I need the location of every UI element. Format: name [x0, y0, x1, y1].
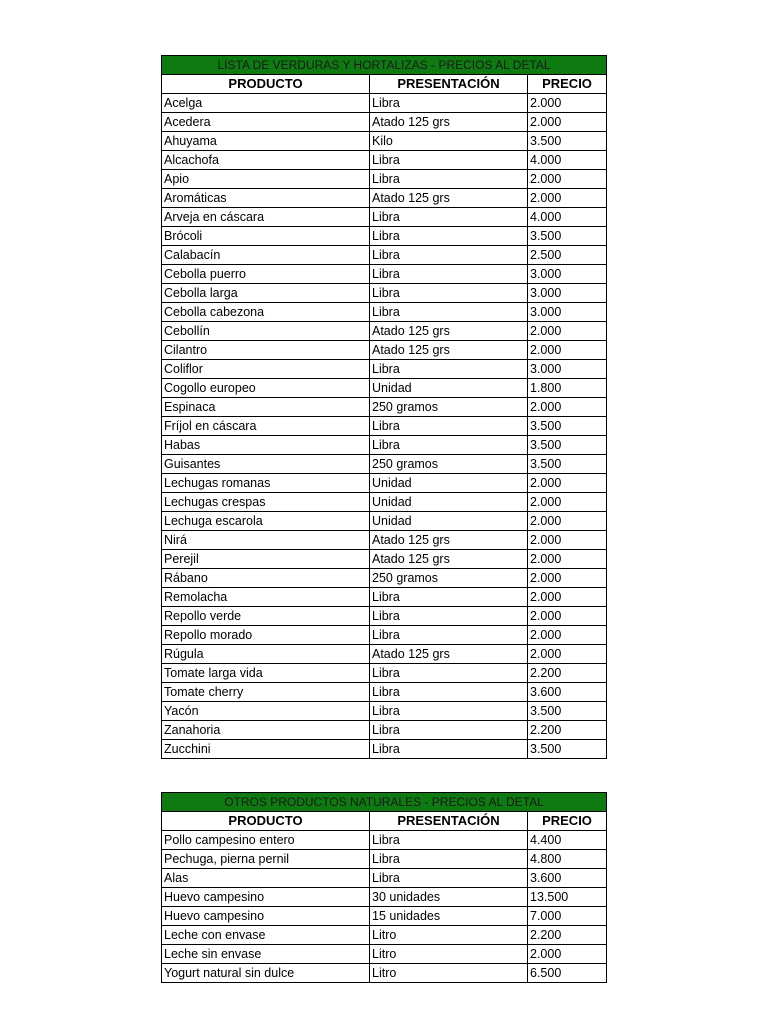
price-cell: 3.500 — [528, 436, 607, 455]
table-row — [162, 721, 607, 740]
table-row — [162, 664, 607, 683]
product-cell: Leche sin envase — [162, 945, 370, 964]
table-row — [162, 626, 607, 645]
price-cell: 2.200 — [528, 721, 607, 740]
table-row — [162, 417, 607, 436]
product-cell: Lechuga escarola — [162, 512, 370, 531]
presentation-cell: Unidad — [370, 493, 528, 512]
presentation-cell: Libra — [370, 721, 528, 740]
price-cell: 2.000 — [528, 170, 607, 189]
presentation-cell: Libra — [370, 303, 528, 322]
price-cell: 4.000 — [528, 208, 607, 227]
table-row — [162, 493, 607, 512]
presentation-cell: Libra — [370, 208, 528, 227]
price-cell: 4.400 — [528, 831, 607, 850]
product-cell: Arveja en cáscara — [162, 208, 370, 227]
table-row — [162, 189, 607, 208]
price-cell: 6.500 — [528, 964, 607, 983]
table-row — [162, 322, 607, 341]
table-row — [162, 869, 607, 888]
price-cell: 3.500 — [528, 740, 607, 759]
product-cell: Rábano — [162, 569, 370, 588]
price-cell: 2.000 — [528, 398, 607, 417]
product-cell: Zanahoria — [162, 721, 370, 740]
product-cell: Pechuga, pierna pernil — [162, 850, 370, 869]
product-cell: Espinaca — [162, 398, 370, 417]
product-cell: Cebolla cabezona — [162, 303, 370, 322]
price-cell: 2.000 — [528, 474, 607, 493]
product-cell: Acelga — [162, 94, 370, 113]
product-cell: Leche con envase — [162, 926, 370, 945]
price-cell: 2.000 — [528, 341, 607, 360]
product-cell: Cilantro — [162, 341, 370, 360]
table-header-row — [162, 812, 607, 831]
price-cell: 13.500 — [528, 888, 607, 907]
presentation-cell: 15 unidades — [370, 907, 528, 926]
table-row — [162, 227, 607, 246]
table-row — [162, 113, 607, 132]
column-header-price: PRECIO — [528, 75, 607, 94]
table-row — [162, 512, 607, 531]
product-cell: Aromáticas — [162, 189, 370, 208]
presentation-cell: Unidad — [370, 512, 528, 531]
product-cell: Huevo campesino — [162, 907, 370, 926]
presentation-cell: Kilo — [370, 132, 528, 151]
table-row — [162, 945, 607, 964]
presentation-cell: Atado 125 grs — [370, 322, 528, 341]
price-cell: 2.000 — [528, 493, 607, 512]
product-cell: Repollo verde — [162, 607, 370, 626]
presentation-cell: Litro — [370, 945, 528, 964]
product-cell: Huevo campesino — [162, 888, 370, 907]
presentation-cell: Libra — [370, 246, 528, 265]
price-cell: 2.000 — [528, 512, 607, 531]
product-cell: Lechugas romanas — [162, 474, 370, 493]
presentation-cell: Atado 125 grs — [370, 113, 528, 132]
presentation-cell: Unidad — [370, 379, 528, 398]
table-row — [162, 436, 607, 455]
product-cell: Alas — [162, 869, 370, 888]
presentation-cell: Libra — [370, 607, 528, 626]
presentation-cell: Libra — [370, 417, 528, 436]
price-cell: 2.000 — [528, 94, 607, 113]
price-cell: 3.500 — [528, 702, 607, 721]
product-cell: Cebolla puerro — [162, 265, 370, 284]
product-cell: Repollo morado — [162, 626, 370, 645]
presentation-cell: Libra — [370, 702, 528, 721]
product-cell: Alcachofa — [162, 151, 370, 170]
table-row — [162, 607, 607, 626]
presentation-cell: Libra — [370, 227, 528, 246]
price-cell: 4.000 — [528, 151, 607, 170]
presentation-cell: Atado 125 grs — [370, 550, 528, 569]
column-header-presentation: PRESENTACIÓN — [370, 812, 528, 831]
product-cell: Acedera — [162, 113, 370, 132]
price-cell: 3.000 — [528, 265, 607, 284]
price-cell: 2.200 — [528, 664, 607, 683]
table-row — [162, 550, 607, 569]
price-cell: 2.000 — [528, 569, 607, 588]
presentation-cell: Libra — [370, 588, 528, 607]
price-cell: 2.000 — [528, 626, 607, 645]
presentation-cell: Libra — [370, 626, 528, 645]
table-row — [162, 379, 607, 398]
presentation-cell: Libra — [370, 94, 528, 113]
product-cell: Cogollo europeo — [162, 379, 370, 398]
price-cell: 3.000 — [528, 303, 607, 322]
price-cell: 2.000 — [528, 322, 607, 341]
product-cell: Yogurt natural sin dulce — [162, 964, 370, 983]
presentation-cell: 250 gramos — [370, 398, 528, 417]
product-cell: Tomate cherry — [162, 683, 370, 702]
presentation-cell: 30 unidades — [370, 888, 528, 907]
product-cell: Yacón — [162, 702, 370, 721]
price-cell: 2.000 — [528, 945, 607, 964]
price-cell: 2.000 — [528, 588, 607, 607]
product-cell: Lechugas crespas — [162, 493, 370, 512]
product-cell: Cebolla larga — [162, 284, 370, 303]
column-header-price: PRECIO — [528, 812, 607, 831]
table-row — [162, 907, 607, 926]
product-cell: Pollo campesino entero — [162, 831, 370, 850]
product-cell: Zucchini — [162, 740, 370, 759]
product-cell: Rúgula — [162, 645, 370, 664]
price-cell: 2.000 — [528, 189, 607, 208]
table-row — [162, 341, 607, 360]
product-cell: Coliflor — [162, 360, 370, 379]
presentation-cell: Atado 125 grs — [370, 531, 528, 550]
table-row — [162, 151, 607, 170]
table-title-row — [162, 793, 607, 812]
table-row — [162, 398, 607, 417]
column-header-product: PRODUCTO — [162, 75, 370, 94]
price-cell: 2.500 — [528, 246, 607, 265]
presentation-cell: 250 gramos — [370, 569, 528, 588]
table-row — [162, 964, 607, 983]
presentation-cell: Libra — [370, 151, 528, 170]
presentation-cell: Libra — [370, 170, 528, 189]
price-cell: 3.500 — [528, 227, 607, 246]
product-cell: Tomate larga vida — [162, 664, 370, 683]
price-cell: 2.000 — [528, 645, 607, 664]
presentation-cell: Atado 125 grs — [370, 341, 528, 360]
product-cell: Remolacha — [162, 588, 370, 607]
product-cell: Ahuyama — [162, 132, 370, 151]
product-cell: Cebollín — [162, 322, 370, 341]
price-cell: 7.000 — [528, 907, 607, 926]
table-row — [162, 702, 607, 721]
table-row — [162, 360, 607, 379]
price-cell: 3.000 — [528, 360, 607, 379]
presentation-cell: Litro — [370, 964, 528, 983]
price-cell: 3.500 — [528, 455, 607, 474]
table-row — [162, 246, 607, 265]
presentation-cell: Libra — [370, 683, 528, 702]
table-title: LISTA DE VERDURAS Y HORTALIZAS - PRECIOS AL DETAL — [162, 56, 607, 75]
table-title: OTROS PRODUCTOS NATURALES - PRECIOS AL DETAL — [162, 793, 607, 812]
presentation-cell: Unidad — [370, 474, 528, 493]
product-cell: Nirá — [162, 531, 370, 550]
price-cell: 2.000 — [528, 531, 607, 550]
price-cell: 3.500 — [528, 132, 607, 151]
product-cell: Calabacín — [162, 246, 370, 265]
presentation-cell: Libra — [370, 436, 528, 455]
presentation-cell: Atado 125 grs — [370, 645, 528, 664]
price-cell: 2.000 — [528, 113, 607, 132]
table-row — [162, 850, 607, 869]
table-row — [162, 265, 607, 284]
table-row — [162, 645, 607, 664]
column-header-product: PRODUCTO — [162, 812, 370, 831]
presentation-cell: Libra — [370, 664, 528, 683]
price-cell: 3.000 — [528, 284, 607, 303]
table-row — [162, 569, 607, 588]
table-row — [162, 531, 607, 550]
price-cell: 3.600 — [528, 869, 607, 888]
table-header-row — [162, 75, 607, 94]
presentation-cell: Libra — [370, 831, 528, 850]
table-row — [162, 888, 607, 907]
table-row — [162, 831, 607, 850]
table-row — [162, 455, 607, 474]
presentation-cell: 250 gramos — [370, 455, 528, 474]
presentation-cell: Libra — [370, 265, 528, 284]
table-row — [162, 683, 607, 702]
presentation-cell: Libra — [370, 869, 528, 888]
presentation-cell: Libra — [370, 284, 528, 303]
column-header-presentation: PRESENTACIÓN — [370, 75, 528, 94]
table-row — [162, 170, 607, 189]
product-cell: Habas — [162, 436, 370, 455]
other-products-price-table — [161, 792, 607, 983]
price-cell: 4.800 — [528, 850, 607, 869]
presentation-cell: Atado 125 grs — [370, 189, 528, 208]
product-cell: Guisantes — [162, 455, 370, 474]
price-cell: 2.200 — [528, 926, 607, 945]
vegetables-price-table — [161, 55, 607, 759]
presentation-cell: Libra — [370, 740, 528, 759]
table-row — [162, 94, 607, 113]
table-row — [162, 926, 607, 945]
presentation-cell: Libra — [370, 360, 528, 379]
price-cell: 3.500 — [528, 417, 607, 436]
product-cell: Brócoli — [162, 227, 370, 246]
price-cell: 2.000 — [528, 550, 607, 569]
table-row — [162, 474, 607, 493]
product-cell: Fríjol en cáscara — [162, 417, 370, 436]
price-cell: 3.600 — [528, 683, 607, 702]
presentation-cell: Libra — [370, 850, 528, 869]
product-cell: Apio — [162, 170, 370, 189]
table-row — [162, 303, 607, 322]
table-row — [162, 284, 607, 303]
price-cell: 2.000 — [528, 607, 607, 626]
price-cell: 1.800 — [528, 379, 607, 398]
table-title-row — [162, 56, 607, 75]
table-row — [162, 740, 607, 759]
product-cell: Perejil — [162, 550, 370, 569]
presentation-cell: Litro — [370, 926, 528, 945]
table-row — [162, 208, 607, 227]
table-row — [162, 588, 607, 607]
table-row — [162, 132, 607, 151]
